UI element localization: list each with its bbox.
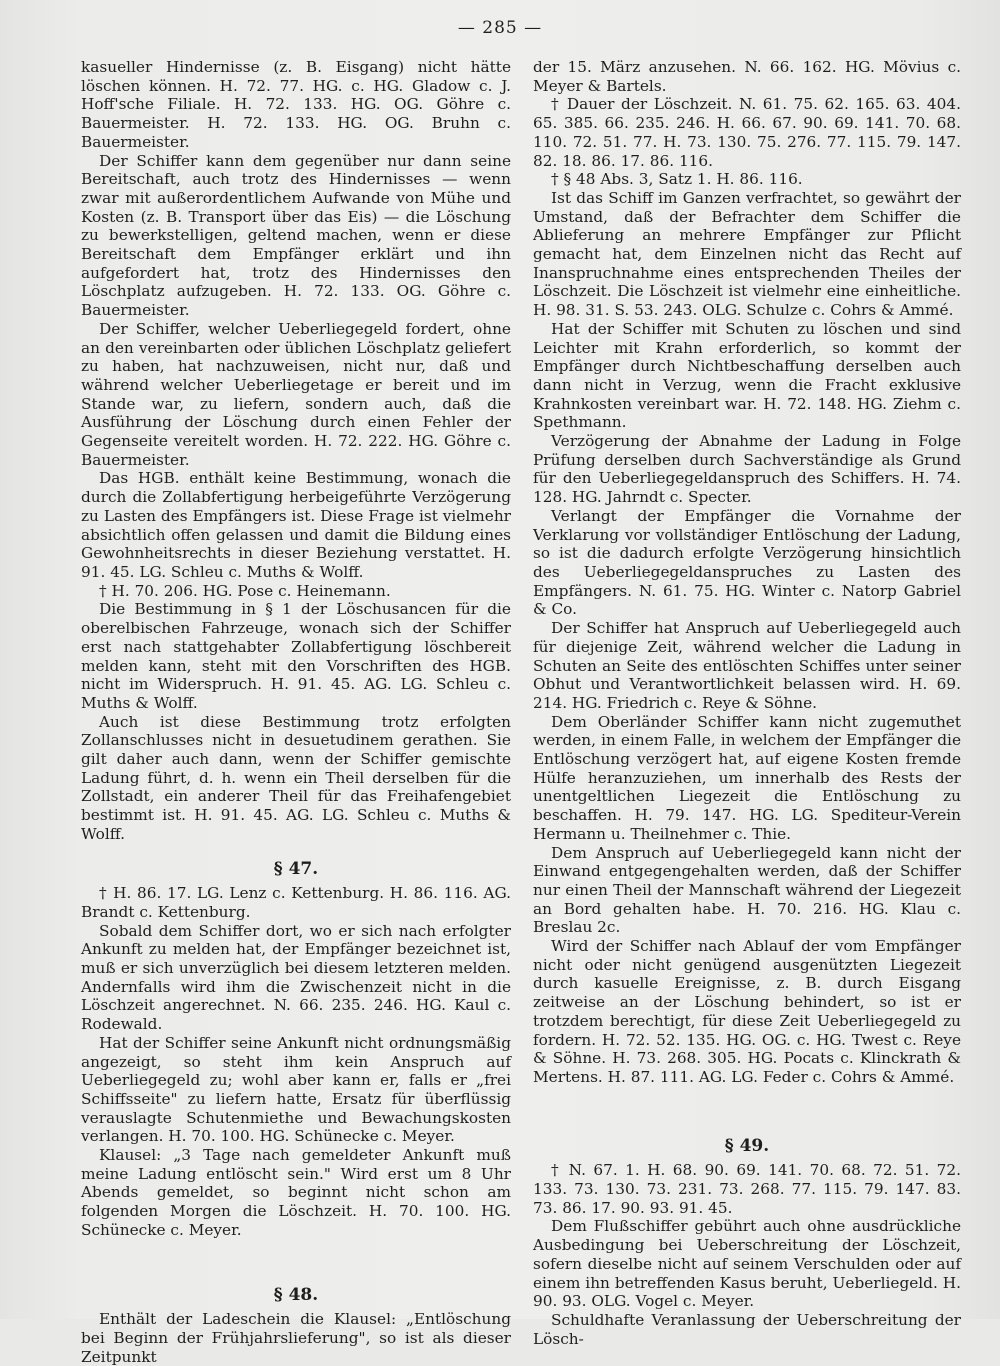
paragraph: Das HGB. enthält keine Bestimmung, wonach die durch die Zollabfertigung herbeigeführte Verzögerung zu Lasten des Empfängers ist. Diese Frage ist vielmehr absichtlich offen gelassen und damit die Bildung eines Gewohnheitsrechts in dieser Beziehung verstattet. H. 91. 45. LG. Schleu c. Muths & Wolff. [81, 469, 511, 581]
right-column [533, 58, 961, 1348]
page-number: — 285 — [457, 18, 543, 38]
section-heading-49: § 49. [724, 1135, 770, 1156]
paragraph: Der Schiffer kann dem gegenüber nur dann seine Bereitschaft, auch trotz des Hindernisses — wenn zwar mit außerordentlichem Aufwande von Mühe und Kosten (z. B. Transport über das Eis) — die Löschung zu bewerkstelligen, geltend machen, wenn er diese Bereitschaft dem Empfänger erklärt und ihn aufgefordert hat, trotz des Hindernisses den Löschplatz aufzugeben. H. 72. 133. OG. Göhre c. Bauermeister. [81, 151, 511, 320]
paragraph: Der Schiffer hat Anspruch auf Ueberliegegeld auch für diejenige Zeit, während welcher die Ladung in Schuten an Seite des entlöschten Schiffes unter seiner Obhut und Verantwortlichkeit belassen wird. H. 69. 214. HG. Friedrich c. Reye & Söhne. [533, 619, 961, 712]
paragraph: Sobald dem Schiffer dort, wo er sich nach erfolgter Ankunft zu melden hat, der Empfänger bezeichnet ist, muß er sich unverzüglich bei diesem letzteren melden. Andernfalls wird ihm die Zwischenzeit nicht in die Löschzeit angerechnet. N. 66. 235. 246. HG. Kaul c. Rodewald. [81, 921, 511, 1034]
paragraph: † H. 86. 17. LG. Lenz c. Kettenburg. H. 86. 116. AG. Brandt c. Kettenburg. [81, 884, 511, 921]
section-heading-47: § 47. [273, 858, 319, 879]
paragraph: Hat der Schiffer seine Ankunft nicht ordnungsmäßig angezeigt, so steht ihm kein Anspruch auf Ueberliegegeld zu; wohl aber kann er, falls er „frei Schiffsseite" zu liefern hatte, Ersatz für überflüssig verauslagte Schutenmiethe und Bewachungskosten verlangen. H. 70. 100. HG. Schünecke c. Meyer. [81, 1033, 511, 1146]
paragraph: Hat der Schiffer mit Schuten zu löschen und sind Leichter mit Krahn erforderlich, so kommt der Empfänger durch Nichtbeschaffung derselben auch dann nicht in Verzug, wenn die Fracht exklusive Krahnkosten vereinbart war. H. 72. 148. HG. Ziehm c. Spethmann. [533, 319, 961, 432]
paragraph: Dem Flußschiffer gebührt auch ohne ausdrückliche Ausbedingung bei Ueberschreitung der Löschzeit, sofern dieselbe nicht auf seinem Verschulden oder auf einem ihn betreffenden Kasus beruht, Ueberliegeld. H. 90. 93. OLG. Vogel c. Meyer. [533, 1217, 961, 1311]
paragraph: Ist das Schiff im Ganzen verfrachtet, so gewährt der Umstand, daß der Befrachter dem Schiffer die Ablieferung an mehrere Empfänger zur Pflicht gemacht hat, dem Einzelnen nicht das Recht auf Inanspruchnahme eines entsprechenden Theiles der Löschzeit. Die Löschzeit ist vielmehr eine einheitliche. H. 98. 31. S. 53. 243. OLG. Schulze c. Cohrs & Ammé. [533, 188, 961, 320]
paragraph: Die Bestimmung in § 1 der Löschusancen für die oberelbischen Fahrzeuge, wonach sich der Schiffer erst nach stattgehabter Zollabfertigung löschbereit melden kann, steht mit den Vorschriften des HGB. nicht im Widerspruch. H. 91. 45. AG. LG. Schleu c. Muths & Wolff. [81, 600, 511, 712]
paragraph: Verlangt der Empfänger die Vornahme der Verklarung vor vollständiger Entlöschung der Ladung, so ist die dadurch erfolgte Verzögerung hinsichtlich des Ueberliegegeldanspruches zu Lasten des Empfängers. N. 61. 75. HG. Winter c. Natorp Gabriel & Co. [533, 506, 961, 619]
paragraph: † N. 67. 1. H. 68. 90. 69. 141. 70. 68. 72. 51. 72. 133. 73. 130. 73. 231. 73. 268. 77. 115. 79. 147. 83. 73. 86. 17. 90. 93. 91. 45. [533, 1161, 961, 1217]
paragraph: Dem Anspruch auf Ueberliegegeld kann nicht der Einwand entgegengehalten werden, daß der Schiffer nur einen Theil der Mannschaft während der Liegezeit an Bord gehalten habe. H. 70. 216. HG. Klau c. Breslau 2c. [533, 843, 961, 937]
paragraph: Auch ist diese Bestimmung trotz erfolgten Zollanschlusses nicht in desuetudinem gerathen. Sie gilt daher auch dann, wenn der Schiffer gemischte Ladung führt, d. h. wenn ein Theil derselben für die Zollstadt, ein anderer Theil für das Freihafengebiet bestimmt ist. H. 91. 45. AG. LG. Schleu c. Muths & Wolff. [81, 712, 511, 843]
paragraph: der 15. März anzusehen. N. 66. 162. HG. Mövius c. Meyer & Bartels. [533, 58, 961, 95]
paragraph: Enthält der Ladeschein die Klausel: „Entlöschung bei Beginn der Frühjahrslieferung", so ist als dieser Zeitpunkt [81, 1310, 511, 1366]
paragraph: † § 48 Abs. 3, Satz 1. H. 86. 116. [551, 170, 803, 189]
paragraph: Der Schiffer, welcher Ueberliegegeld fordert, ohne an den vereinbarten oder üblichen Löschplatz geliefert zu haben, hat nachzuweisen, nicht nur, daß und während welcher Ueberliegetage er bereit und im Stande war, zu liefern, sondern auch, daß die Ausführung der Löschung durch einen Fehler der Gegenseite vereitelt worden. H. 72. 222. HG. Göhre c. Bauermeister. [81, 319, 511, 469]
paragraph: Dem Oberländer Schiffer kann nicht zugemuthet werden, in einem Falle, in welchem der Empfänger die Entlöschung verzögert hat, auf eigene Kosten fremde Hülfe heranzuziehen, um innerhalb des Rests der unentgeltlichen Liegezeit die Entlöschung zu beschaffen. H. 79. 147. HG. LG. Spediteur-Verein Hermann u. Theilnehmer c. Thie. [533, 712, 961, 843]
paragraph: † Dauer der Löschzeit. N. 61. 75. 62. 165. 63. 404. 65. 385. 66. 235. 246. H. 66. 67. 90. 69. 141. 70. 68. 110. 72. 51. 77. H. 73. 130. 75. 276. 77. 115. 79. 147. 82. 18. 86. 17. 86. 116. [533, 95, 961, 170]
paragraph: † H. 70. 206. HG. Pose c. Heinemann. [99, 581, 391, 600]
paragraph: Verzögerung der Abnahme der Ladung in Folge Prüfung derselben durch Sachverständige als Grund für den Ueberliegegeldanspruch des Schiffers. H. 74. 128. HG. Jahrndt c. Specter. [533, 432, 961, 507]
paragraph: Wird der Schiffer nach Ablauf der vom Empfänger nicht oder nicht genügend ausgenützten Liegezeit durch kasuelle Ereignisse, z. B. durch Eisgang zeitweise an der Löschung behindert, so ist er trotzdem berechtigt, für diese Zeit Ueberliegegeld zu fordern. H. 72. 52. 135. HG. OG. c. HG. Twest c. Reye & Söhne. H. 73. 268. 305. HG. Pocats c. Klinckrath & Mertens. H. 87. 111. AG. LG. Feder c. Cohrs & Ammé. [533, 937, 961, 1086]
section-heading-48: § 48. [273, 1284, 319, 1305]
paragraph: Klausel: „3 Tage nach gemeldeter Ankunft muß meine Ladung entlöscht sein." Wird erst um 8 Uhr Abends gemeldet, so beginnt nicht schon am folgenden Morgen die Löschzeit. H. 70. 100. HG. Schünecke c. Meyer. [81, 1146, 511, 1239]
left-column [81, 58, 511, 1366]
paragraph: Schuldhafte Veranlassung der Ueberschreitung der Lösch- [533, 1311, 961, 1348]
paragraph: kasueller Hindernisse (z. B. Eisgang) nicht hätte löschen können. H. 72. 77. HG. c. HG. Gladow c. J. Hoff'sche Filiale. H. 72. 133. HG. OG. Göhre c. Bauermeister. H. 72. 133. HG. OG. Bruhn c. Bauermeister. [81, 58, 511, 151]
